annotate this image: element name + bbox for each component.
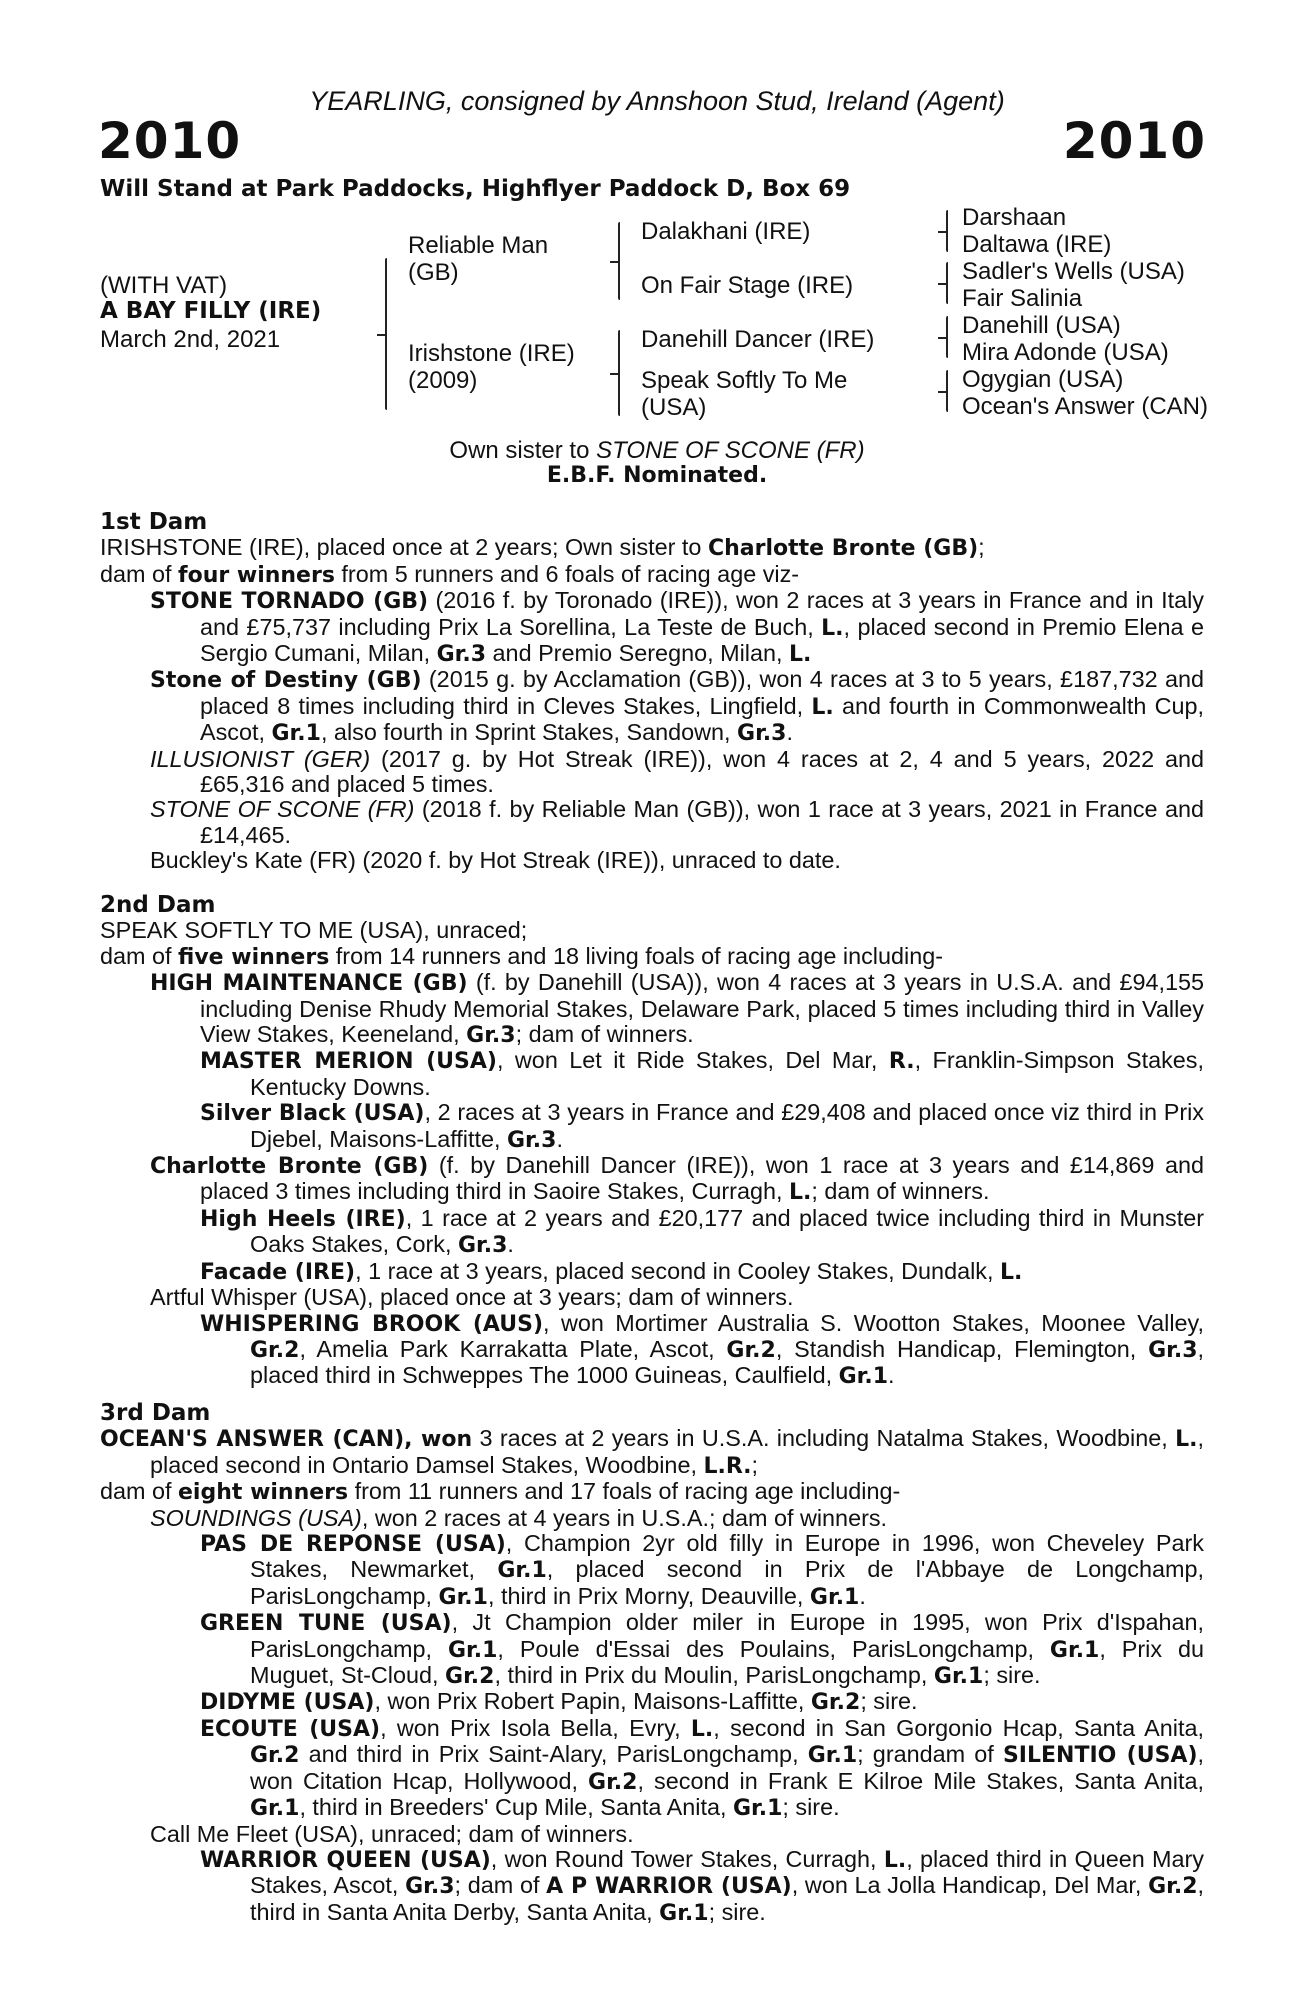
produce-entry: Charlotte Bronte (GB) (f. by Danehill Dancer (IRE)), won 1 race at 3 years and £14,869 and placed 3 times including third in Saoire Stakes, Curragh, L.; dam of winners. <box>150 1152 1204 1206</box>
pedigree-bracket-g3-2 <box>946 262 948 304</box>
produce-entry: Silver Black (USA), 2 races at 3 years in France and £29,408 and placed once viz third in Prix Djebel, Maisons-Laffitte, Gr.3. <box>200 1099 1205 1153</box>
pedigree-bracket-g3-4 <box>946 370 948 412</box>
dam-summary: OCEAN'S ANSWER (CAN), won 3 races at 2 years in U.S.A. including Natalma Stakes, Woodbine, L., placed second in Ontario Damsel Stakes, Woodbine, L.R.; <box>100 1425 1204 1479</box>
produce-entry: High Heels (IRE), 1 race at 2 years and £20,177 and placed twice including third in Munster Oaks Stakes, Cork, Gr.3. <box>200 1204 1204 1259</box>
produce-entry: HIGH MAINTENANCE (GB) (f. by Danehill (USA)), won 4 races at 3 years in U.S.A. and £94,155 including Denise Rhudy Memorial Stakes, Delaware Park, placed 5 times including third in Valley View Stakes, Keeneland, Gr.3; dam of winners. <box>150 969 1204 1049</box>
year-right: 2010 <box>1062 112 1206 170</box>
dam-dam: Speak Softly To Me <box>641 367 848 394</box>
produce-entry: MASTER MERION (USA), won Let it Ride Stakes, Del Mar, R., Franklin-Simpson Stakes, Kentucky Downs. <box>200 1047 1204 1100</box>
pedigree-bracket-g3-1 <box>946 210 948 252</box>
produce-summary: dam of four winners from 5 runners and 6 foals of racing age viz- <box>100 560 800 588</box>
pedigree-bracket-dam <box>618 330 620 416</box>
year-left: 2010 <box>98 112 242 170</box>
pedigree-bracket-g3-3 <box>946 316 948 358</box>
produce-entry: Artful Whisper (USA), placed once at 3 years; dam of winners. <box>150 1284 794 1311</box>
dam-dam-origin: (USA) <box>641 394 707 421</box>
dam-sire: Danehill Dancer (IRE) <box>641 326 875 353</box>
produce-entry: WHISPERING BROOK (AUS), won Mortimer Australia S. Wootton Stakes, Moonee Valley, Gr.2, Amelia Park Karrakatta Plate, Ascot, Gr.2, Standish Handicap, Flemington, Gr.3, placed third in Schweppes The 1000 Guineas, Caulfield, Gr.1. <box>200 1309 1204 1390</box>
produce-entry: STONE TORNADO (GB) (2016 f. by Toronado (IRE)), won 2 races at 3 years in France and in Italy and £75,737 including Prix La Sorellina, La Teste de Buch, L., placed second in Premio Elena e Sergio Cumani, Milan, Gr.3 and Premio Seregno, Milan, L. <box>150 587 1204 668</box>
produce-entry: Buckley's Kate (FR) (2020 f. by Hot Streak (IRE)), unraced to date. <box>150 847 841 874</box>
produce-entry: DIDYME (USA), won Prix Robert Papin, Maisons-Laffitte, Gr.2; sire. <box>200 1688 918 1716</box>
g3-ancestor: Daltawa (IRE) <box>962 231 1112 258</box>
produce-entry: ECOUTE (USA), won Prix Isola Bella, Evry, L., second in San Gorgonio Hcap, Santa Anita, Gr.2 and third in Prix Saint-Alary, ParisLongchamp, Gr.1; grandam of SILENTIO (USA), won Citation Hcap, Hollywood, Gr.2, second in Frank E Kilroe Mile Stakes, Santa Anita, Gr.1, third in Breeders' Cup Mile, Santa Anita, Gr.1; sire. <box>200 1714 1204 1822</box>
produce-summary: dam of five winners from 14 runners and 18 living foals of racing age including- <box>100 942 944 970</box>
produce-entry: STONE OF SCONE (FR) (2018 f. by Reliable Man (GB)), won 1 race at 3 years, 2021 in France and £14,465. <box>150 796 1204 848</box>
dam-summary: SPEAK SOFTLY TO ME (USA), unraced; <box>100 917 528 944</box>
produce-entry: WARRIOR QUEEN (USA), won Round Tower Stakes, Curragh, L., placed third in Queen Mary Stakes, Ascot, Gr.3; dam of A P WARRIOR (USA), won La Jolla Handicap, Del Mar, Gr.2, third in Santa Anita Derby, Santa Anita, Gr.1; sire. <box>200 1845 1205 1926</box>
dam-summary: IRISHSTONE (IRE), placed once at 2 years; Own sister to Charlotte Bronte (GB); <box>100 534 985 562</box>
produce-entry: Facade (IRE), 1 race at 3 years, placed second in Cooley Stakes, Dundalk, L. <box>200 1257 1023 1285</box>
produce-summary: dam of eight winners from 11 runners and 17 foals of racing age including- <box>100 1478 901 1506</box>
consignment-line: YEARLING, consigned by Annshoon Stud, Ireland (Agent) <box>309 86 1005 116</box>
third-dam-section <box>100 1401 1204 1926</box>
sire-dam: On Fair Stage (IRE) <box>641 272 854 299</box>
produce-entry: Stone of Destiny (GB) (2015 g. by Acclamation (GB)), won 4 races at 3 to 5 years, £187,732 and placed 8 times including third in Cleves Stakes, Lingfield, L. and fourth in Commonwealth Cup, Ascot, Gr.1, also fourth in Sprint Stakes, Sandown, Gr.3. <box>150 666 1204 747</box>
vat-note: (WITH VAT) <box>100 272 228 299</box>
g3-ancestor: Danehill (USA) <box>962 312 1121 339</box>
second-dam-section <box>100 893 1204 1390</box>
sire-origin: (GB) <box>408 259 459 286</box>
own-sister-line: Own sister to STONE OF SCONE (FR) <box>449 437 865 464</box>
produce-entry: ILLUSIONIST (GER) (2017 g. by Hot Streak (IRE)), won 4 races at 2, 4 and 5 years, 2022 and £65,316 and placed 5 times. <box>150 745 1204 798</box>
g3-ancestor: Sadler's Wells (USA) <box>962 258 1185 285</box>
foaling-date: March 2nd, 2021 <box>100 326 281 353</box>
dam-year: (2009) <box>408 367 478 394</box>
sire-sire: Dalakhani (IRE) <box>641 218 811 245</box>
g3-ancestor: Darshaan <box>962 204 1067 231</box>
stand-info: Will Stand at Park Paddocks, Highflyer Paddock D, Box 69 <box>100 176 851 202</box>
pedigree-bracket-main <box>385 258 387 410</box>
g3-ancestor: Fair Salinia <box>962 285 1083 312</box>
section-heading: 1st Dam <box>100 509 208 535</box>
dam-name: Irishstone (IRE) <box>408 340 575 367</box>
g3-ancestor: Mira Adonde (USA) <box>962 339 1169 366</box>
g3-ancestor: Ocean's Answer (CAN) <box>962 393 1208 420</box>
g3-ancestor: Ogygian (USA) <box>962 366 1124 393</box>
produce-entry: Call Me Fleet (USA), unraced; dam of winners. <box>150 1820 634 1847</box>
first-dam-section <box>100 510 1204 874</box>
produce-entry: PAS DE REPONSE (USA), Champion 2yr old filly in Europe in 1996, won Cheveley Park Stakes, Newmarket, Gr.1, placed second in Prix de l'Abbaye de Longchamp, ParisLongchamp, Gr.1, third in Prix Morny, Deauville, Gr.1. <box>200 1530 1205 1610</box>
ebf-nominated: E.B.F. Nominated. <box>546 463 768 488</box>
sire-name: Reliable Man <box>408 232 549 259</box>
section-heading: 3rd Dam <box>100 1400 211 1426</box>
horse-name: A BAY FILLY (IRE) <box>100 298 322 324</box>
pedigree-bracket-sire <box>618 222 620 300</box>
section-heading: 2nd Dam <box>100 892 216 918</box>
produce-entry: GREEN TUNE (USA), Jt Champion older miler in Europe in 1995, won Prix d'Ispahan, ParisLongchamp, Gr.1, Poule d'Essai des Poulains, ParisLongchamp, Gr.1, Prix du Muguet, St-Cloud, Gr.2, third in Prix du Moulin, ParisLongchamp, Gr.1; sire. <box>200 1609 1205 1690</box>
produce-entry: SOUNDINGS (USA), won 2 races at 4 years in U.S.A.; dam of winners. <box>150 1504 888 1531</box>
